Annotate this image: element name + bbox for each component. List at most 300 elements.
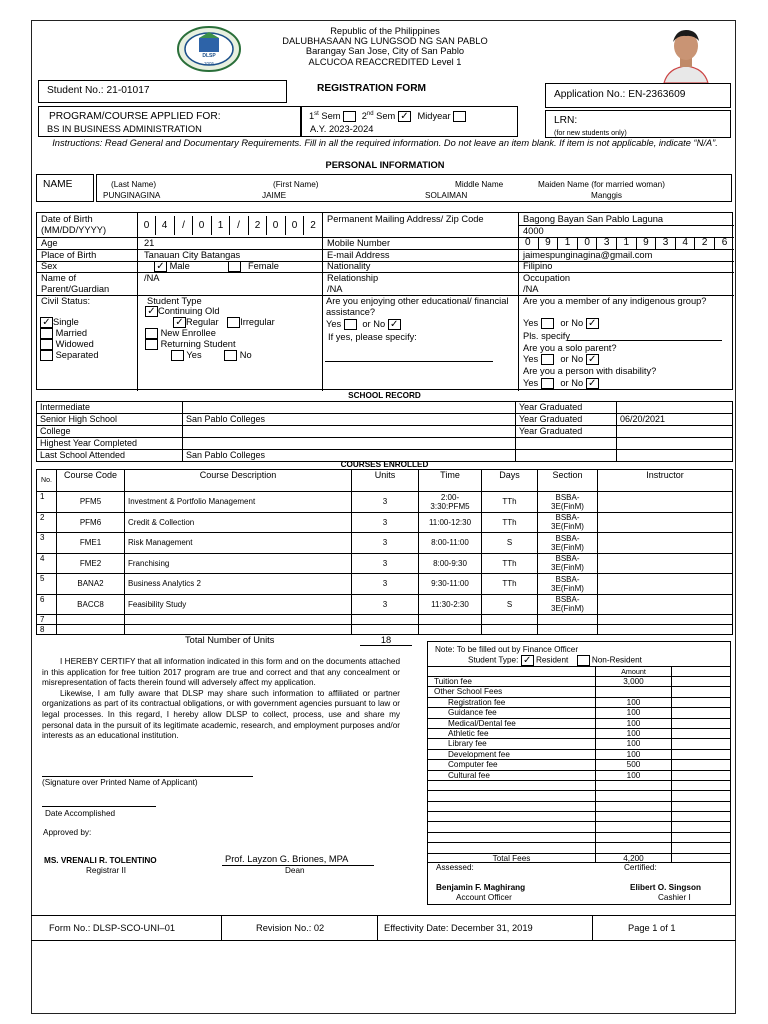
pwd-no-label: No [571,378,584,388]
student-type-label: Student Type [147,296,202,306]
registrar-title: Registrar II [86,866,127,875]
course-days: S [482,533,538,554]
course-days: TTh [482,553,538,574]
student-no-label: Student No.: [47,85,104,96]
fee-label: Medical/Dental fee [448,718,516,728]
age-label: Age [41,238,58,248]
total-units-label: Total Number of Units [185,635,275,645]
regular-checkbox[interactable]: ✓ [173,317,186,328]
mobile-digit: 9 [636,237,656,249]
course-no: 1 [37,492,57,513]
application-no-box [545,83,731,108]
col-time: Time [419,470,482,492]
course-code [57,625,125,635]
returning-yes-checkbox[interactable] [171,350,184,361]
dob-digit: / [174,216,192,235]
effectivity-date: Effectivity Date: December 31, 2019 [384,923,533,933]
course-days: S [482,594,538,615]
fee-amount: 100 [626,697,641,707]
revision-number: Revision No.: 02 [256,923,325,933]
course-instructor [598,594,733,615]
solo-or: or [560,354,569,364]
fee-label: Computer fee [448,760,498,770]
course-no: 2 [37,512,57,533]
course-time [419,625,482,635]
total-fees-amount: 4,200 [623,853,644,863]
male-label: Male [169,261,190,271]
parent-label: Name of Parent/Guardian [41,273,110,294]
col-instructor: Instructor [598,470,733,492]
course-section [538,625,598,635]
midyear-label: Midyear [417,111,451,122]
irregular-label: Irregular [240,317,275,328]
indig-specify-label: Pls. specify [523,331,571,341]
student-type-finance-label: Student Type: [468,655,519,665]
course-days [482,625,538,635]
student-no-value: 21-01017 [106,85,150,96]
female-checkbox[interactable] [228,261,241,272]
school-record-title: SCHOOL RECORD [348,391,421,400]
total-units-value: 18 [360,635,412,646]
form-number: Form No.: DLSP-SCO-UNI–01 [49,923,176,933]
other-fees-label: Other School Fees [434,687,503,697]
relationship-label: Relationship [327,273,379,283]
edu-no-label: No [373,319,386,329]
solo-parent-question: Are you a solo parent? [523,343,617,353]
mobile-digit: 1 [557,237,577,249]
fee-label: Guidance fee [448,708,497,718]
relationship-value: /NA [327,284,343,294]
course-units: 3 [352,492,419,513]
student-no-box [38,80,287,103]
course-units: 3 [352,574,419,595]
sex-label: Sex [41,261,58,271]
approved-by-label: Approved by: [43,828,92,837]
certify-paragraph-2: Likewise, I am fully aware that DLSP may share such information to affiliated or partner organizations as part of its contractual obligations, or with government agencies pursuant to law or legal processes. In this regard, I hereby allow DLSP to collect, process, use and share my personal data in the pursuit of its legitimate academic, research, and employment purposes and/or interests as an educational institution. [42,688,400,741]
married-label: Married [55,328,88,339]
regular-label: Regular [186,317,219,328]
middle-name: SOLAIMAN [425,191,468,200]
course-code: BANA2 [57,574,125,595]
age-value: 21 [144,238,155,248]
col-desc: Course Description [125,470,352,492]
course-days: TTh [482,574,538,595]
nationality-label: Nationality [327,261,371,271]
course-desc: Feasibility Study [125,594,352,615]
separated-label: Separated [55,350,99,361]
course-code: FME2 [57,553,125,574]
year-graduated-label [516,438,617,450]
male-checkbox[interactable]: ✓ [154,261,167,272]
edu-yes-checkbox[interactable] [344,319,357,330]
mobile-digit: 9 [538,237,558,249]
mobile-digit: 1 [616,237,636,249]
pwd-or: or [560,378,569,388]
school-level: College [37,426,183,438]
course-section: BSBA-3E(FinM) [538,533,598,554]
lrn-label: LRN: [554,115,578,126]
edu-or: or [362,319,371,329]
midyear-checkbox[interactable] [453,111,466,122]
fee-label: Athletic fee [448,728,489,738]
col-days: Days [482,470,538,492]
course-code [57,615,125,625]
middle-name-label: Middle Name [455,180,504,189]
date-accomplished-label: Date Accomplished [45,809,116,818]
dob-digit: 0 [285,216,303,235]
sem1-checkbox[interactable] [343,111,356,122]
last-name-label: (Last Name) [111,180,157,189]
parent-value: /NA [144,273,160,283]
table-row [37,414,733,426]
personal-info-title: PERSONAL INFORMATION [325,160,445,170]
table-row [37,402,733,414]
personal-grid [36,212,733,390]
returning-checkbox[interactable] [145,339,158,350]
course-time: 11:30-2:30 [419,594,482,615]
program-value: BS IN BUSINESS ADMINISTRATION [47,124,202,134]
address-value: Bagong Bayan San Pablo Laguna [523,214,664,224]
year-graduated-label: Year Graduated [516,402,617,414]
non-resident-label: Non-Resident [591,655,642,665]
application-no-value: EN-2363609 [628,89,686,100]
course-desc: Business Analytics 2 [125,574,352,595]
pwd-yes-label: Yes [523,378,539,388]
first-name-label: (First Name) [273,180,319,189]
non-resident-checkbox[interactable] [577,655,590,666]
pob-label: Place of Birth [41,250,97,260]
registrar-name: MS. VRENALI R. TOLENTINO [44,856,157,865]
course-days: TTh [482,512,538,533]
fee-amount: 100 [626,708,641,718]
mobile-digit: 0 [577,237,597,249]
maiden-name: Manggis [591,191,622,200]
pwd-question: Are you a person with disability? [523,366,657,376]
year-graduated-label: Year Graduated [516,426,617,438]
fees-lines [428,676,730,863]
tuition-label: Tuition fee [434,677,472,686]
school-logo [177,26,241,72]
table-row [37,492,733,513]
dob-boxes [137,216,322,235]
new-enrollee-checkbox[interactable] [145,328,158,339]
amount-header: Amount [621,667,646,676]
first-name: JAIME [262,191,287,200]
mobile-digit: 2 [694,237,714,249]
course-code: PFM5 [57,492,125,513]
resident-checkbox[interactable]: ✓ [521,655,534,666]
last-name: PUNGINAGINA [103,191,161,200]
name-label-box [36,174,94,202]
email-label: E-mail Address [327,250,390,260]
table-row [37,426,733,438]
continuing-old-checkbox[interactable]: ✓ [145,306,158,317]
table-row [37,574,733,595]
course-desc [125,625,352,635]
instructions: Instructions: Read General and Documentary Requirements. Fill in all the required information. Do not leave an item blank. If item is not applicable, indicate “N/A”. [52,138,718,148]
cashier-name: Elibert O. Singson [630,883,701,892]
course-instructor [598,512,733,533]
course-desc: Franchising [125,553,352,574]
program-label: PROGRAM/COURSE APPLIED FOR: [49,111,221,122]
school-name [183,402,516,414]
course-no: 4 [37,553,57,574]
course-section: BSBA-3E(FinM) [538,574,598,595]
fee-amount: 100 [626,718,641,728]
course-time: 2:00-3:30:PFM5 [419,492,482,513]
edu-assistance-question: Are you enjoying other educational/ financial assistance? [326,296,509,317]
year-graduated [617,402,733,414]
assessed-label: Assessed: [436,863,474,872]
course-desc: Investment & Portfolio Management [125,492,352,513]
col-units: Units [352,470,419,492]
account-officer-name: Benjamin F. Maghirang [436,883,526,892]
year-graduated [617,438,733,450]
email-value: jaimespunginagina@gmail.com [523,250,653,260]
dob-label: Date of Birth (MM/DD/YYYY) [41,214,107,235]
course-units: 3 [352,512,419,533]
dob-digit: 4 [155,216,173,235]
course-time: 8:00-9:30 [419,553,482,574]
married-checkbox[interactable] [40,328,53,339]
sem2-label: 2nd Sem [361,111,396,122]
semester-box [301,106,518,137]
account-officer-title: Account Officer [456,893,512,902]
course-time [419,615,482,625]
course-no: 3 [37,533,57,554]
course-desc: Credit & Collection [125,512,352,533]
fee-amount: 100 [626,770,641,780]
course-units [352,625,419,635]
student-photo [650,26,722,83]
mobile-label: Mobile Number [327,238,391,248]
course-desc: Risk Management [125,533,352,554]
course-days [482,615,538,625]
fee-label: Registration fee [448,697,506,707]
certification-text [42,657,400,742]
course-no: 7 [37,615,57,625]
solo-yes-checkbox[interactable] [541,354,554,365]
dob-digit: 1 [211,216,229,235]
table-row [37,533,733,554]
courses-title: COURSES ENROLLED [340,460,429,469]
indig-no-checkbox[interactable]: ✓ [586,318,599,329]
pwd-no-checkbox[interactable]: ✓ [586,378,599,389]
academic-year: A.Y. 2023-2024 [310,124,374,134]
form-title: REGISTRATION FORM [317,83,427,94]
new-enrollee-label: New Enrollee [160,328,216,339]
year-graduated: 06/20/2021 [617,414,733,426]
occupation-label: Occupation [523,273,571,283]
tuition-amount: 3,000 [623,677,644,686]
mobile-digit: 3 [655,237,675,249]
course-no: 6 [37,594,57,615]
returning-label: Returning Student [160,339,236,350]
pwd-yes-checkbox[interactable] [541,378,554,389]
course-instructor [598,533,733,554]
school-name: San Pablo Colleges [183,450,516,462]
footer-bar [31,915,736,941]
course-code: PFM6 [57,512,125,533]
returning-yes-label: Yes [186,350,202,361]
fee-amount: 500 [626,760,641,770]
cashier-title: Cashier I [658,893,691,902]
continuing-old-label: Continuing Old [158,306,220,316]
finance-box [427,641,731,905]
school-level: Highest Year Completed [37,438,183,450]
lrn-note: (for new students only) [554,128,627,137]
table-row [37,625,733,635]
school-record-table [36,401,733,462]
mobile-digit: 6 [714,237,734,249]
pob-value: Tanauan City Batangas [144,250,241,260]
year-graduated-label: Year Graduated [516,414,617,426]
course-section: BSBA-3E(FinM) [538,492,598,513]
school-level: Last School Attended [37,450,183,462]
dob-digit: 2 [303,216,322,235]
indig-yes-label: Yes [523,318,539,328]
indig-yes-checkbox[interactable] [541,318,554,329]
table-row [37,512,733,533]
returning-no-label: No [239,350,252,361]
table-row [37,470,733,492]
course-days: TTh [482,492,538,513]
solo-yes-label: Yes [523,354,539,364]
fee-amount: 100 [626,728,641,738]
header-republic: Republic of the Philippines [330,26,440,36]
widowed-checkbox[interactable] [40,339,53,350]
course-code: BACC8 [57,594,125,615]
edu-yes-label: Yes [326,319,342,329]
col-section: Section [538,470,598,492]
certify-paragraph-1: I HEREBY CERTIFY that all information indicated in this form and on the documents attached in this application for free tuition 2017 program are true and correct and that any concealment or misrepresentation of facts therein found will adversely affect my application. [42,657,400,688]
course-units: 3 [352,553,419,574]
dob-digit: / [229,216,247,235]
header-accreditation: ALCUCOA REACCREDITED Level 1 [308,57,462,67]
sem1-label: 1st Sem [309,111,341,122]
school-level: Intermediate [37,402,183,414]
course-section: BSBA-3E(FinM) [538,512,598,533]
application-no-label: Application No.: [554,89,626,100]
indig-or: or [560,318,569,328]
course-time: 9:30-11:00 [419,574,482,595]
fee-label: Development fee [448,749,510,759]
certified-label: Certified: [624,863,657,872]
school-name [183,426,516,438]
dean-title: Dean [285,866,305,875]
fee-label: Library fee [448,739,487,749]
sem2-checkbox[interactable]: ✓ [398,111,411,122]
nationality-value: Filipino [523,261,553,271]
irregular-checkbox[interactable] [227,317,240,328]
address-label: Permanent Mailing Address/ Zip Code [327,214,484,224]
course-units [352,615,419,625]
table-row [37,594,733,615]
course-no: 5 [37,574,57,595]
separated-checkbox[interactable] [40,350,53,361]
logo-text: DLSP [202,53,216,59]
course-desc [125,615,352,625]
logo-year: 2005 [203,61,214,66]
civil-status-label: Civil Status: [41,296,91,306]
year-graduated [617,426,733,438]
fee-amount: 100 [626,749,641,759]
resident-label: Resident [535,655,569,665]
single-label: Single [53,317,79,327]
single-checkbox[interactable]: ✓ [40,317,53,328]
solo-no-checkbox[interactable]: ✓ [586,354,599,365]
widowed-label: Widowed [55,339,94,350]
occupation-value: /NA [523,284,539,294]
course-units: 3 [352,533,419,554]
dob-digit: 0 [192,216,210,235]
dob-digit: 0 [266,216,284,235]
course-section [538,615,598,625]
finance-note: Note: To be filled out by Finance Officer [435,645,579,654]
course-time: 8:00-11:00 [419,533,482,554]
school-name [183,438,516,450]
mobile-digit: 3 [596,237,616,249]
maiden-name-label: Maiden Name (for married woman) [538,180,665,189]
indig-no-label: No [571,318,584,328]
course-time: 11:00-12:30 [419,512,482,533]
course-instructor [598,553,733,574]
table-row [37,438,733,450]
course-units: 3 [352,594,419,615]
mobile-digit: 0 [525,237,531,248]
dob-digit: 0 [137,216,155,235]
female-label: Female [247,261,279,271]
courses-table [36,469,733,635]
lrn-box [545,110,731,138]
dob-digit: 2 [248,216,266,235]
name-label: NAME [43,179,73,190]
mobile-boxes [518,237,734,249]
course-section: BSBA-3E(FinM) [538,553,598,574]
header-school-name: DALUBHASAAN NG LUNGSOD NG SAN PABLO [282,36,488,46]
course-instructor [598,574,733,595]
course-code: FME1 [57,533,125,554]
edu-no-checkbox[interactable]: ✓ [388,319,401,330]
header-address: Barangay San Jose, City of San Pablo [305,46,465,56]
course-instructor [598,625,733,635]
name-box [96,174,732,202]
dean-name: Prof. Layzon G. Briones, MPA [225,854,349,864]
returning-no-checkbox[interactable] [224,350,237,361]
mobile-digit: 4 [675,237,695,249]
page-number: Page 1 of 1 [628,923,676,933]
course-instructor [598,492,733,513]
col-code: Course Code [57,470,125,492]
solo-no-label: No [571,354,584,364]
signature-label: (Signature over Printed Name of Applicant) [42,778,198,787]
total-fees-label: Total Fees [492,853,531,863]
table-row [37,553,733,574]
program-box [38,106,301,137]
fee-label: Cultural fee [448,770,490,780]
zip-value: 4000 [523,226,544,236]
edu-specify-label: If yes, please specify: [328,332,417,342]
course-no: 8 [37,625,57,635]
indigenous-question: Are you a member of any indigenous group? [523,296,707,306]
fee-amount: 100 [626,739,641,749]
course-section: BSBA-3E(FinM) [538,594,598,615]
school-level: Senior High School [37,414,183,426]
table-row [37,615,733,625]
school-name: San Pablo Colleges [183,414,516,426]
col-no: No. [37,470,57,492]
course-instructor [598,615,733,625]
